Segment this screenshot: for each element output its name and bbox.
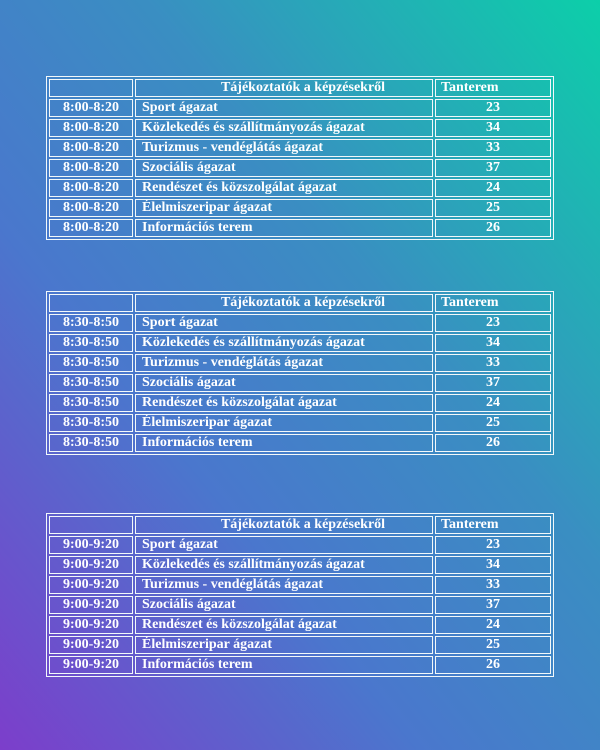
empty-header-cell xyxy=(49,294,133,312)
header-row xyxy=(49,516,551,534)
room-cell: 23 xyxy=(435,99,551,117)
time-cell: 9:00-9:20 xyxy=(49,636,133,654)
room-cell: 25 xyxy=(435,636,551,654)
category-cell: Rendészet és közszolgálat ágazat xyxy=(135,179,433,197)
table-row xyxy=(49,314,551,332)
time-cell: 9:00-9:20 xyxy=(49,656,133,674)
room-cell: 24 xyxy=(435,616,551,634)
time-cell: 8:30-8:50 xyxy=(49,334,133,352)
header-row xyxy=(49,294,551,312)
category-cell: Turizmus - vendéglátás ágazat xyxy=(135,576,433,594)
room-cell: 37 xyxy=(435,596,551,614)
room-cell: 34 xyxy=(435,334,551,352)
table-row xyxy=(49,374,551,392)
category-cell: Élelmiszeripar ágazat xyxy=(135,414,433,432)
time-cell: 8:00-8:20 xyxy=(49,139,133,157)
time-cell: 9:00-9:20 xyxy=(49,616,133,634)
table-row xyxy=(49,119,551,137)
room-column-header: Tanterem xyxy=(435,294,551,312)
room-cell: 25 xyxy=(435,199,551,217)
table-row xyxy=(49,596,551,614)
table-row xyxy=(49,556,551,574)
table-row xyxy=(49,576,551,594)
category-cell: Közlekedés és szállítmányozás ágazat xyxy=(135,556,433,574)
empty-header-cell xyxy=(49,516,133,534)
schedule-table-session-2 xyxy=(46,291,554,455)
room-cell: 37 xyxy=(435,159,551,177)
time-cell: 9:00-9:20 xyxy=(49,576,133,594)
room-cell: 23 xyxy=(435,314,551,332)
time-cell: 9:00-9:20 xyxy=(49,556,133,574)
category-cell: Szociális ágazat xyxy=(135,159,433,177)
table-row xyxy=(49,159,551,177)
category-cell: Rendészet és közszolgálat ágazat xyxy=(135,616,433,634)
category-cell: Szociális ágazat xyxy=(135,374,433,392)
schedule-table-session-1 xyxy=(46,76,554,240)
category-cell: Információs terem xyxy=(135,219,433,237)
category-cell: Információs terem xyxy=(135,434,433,452)
time-cell: 8:00-8:20 xyxy=(49,199,133,217)
room-cell: 26 xyxy=(435,434,551,452)
time-cell: 9:00-9:20 xyxy=(49,536,133,554)
table-row xyxy=(49,199,551,217)
table-row xyxy=(49,434,551,452)
header-row xyxy=(49,79,551,97)
room-cell: 23 xyxy=(435,536,551,554)
table-row xyxy=(49,179,551,197)
room-column-header: Tanterem xyxy=(435,79,551,97)
table-row xyxy=(49,656,551,674)
time-cell: 8:30-8:50 xyxy=(49,354,133,372)
time-cell: 8:30-8:50 xyxy=(49,314,133,332)
time-cell: 8:00-8:20 xyxy=(49,159,133,177)
time-cell: 8:00-8:20 xyxy=(49,119,133,137)
time-cell: 8:00-8:20 xyxy=(49,219,133,237)
room-cell: 34 xyxy=(435,556,551,574)
schedule-table-session-3 xyxy=(46,513,554,677)
category-cell: Rendészet és közszolgálat ágazat xyxy=(135,394,433,412)
time-cell: 8:30-8:50 xyxy=(49,414,133,432)
room-cell: 34 xyxy=(435,119,551,137)
category-cell: Élelmiszeripar ágazat xyxy=(135,636,433,654)
table-row xyxy=(49,354,551,372)
time-cell: 8:30-8:50 xyxy=(49,394,133,412)
category-cell: Élelmiszeripar ágazat xyxy=(135,199,433,217)
trainings-title-header: Tájékoztatók a képzésekről xyxy=(135,516,433,534)
room-cell: 26 xyxy=(435,656,551,674)
table-row xyxy=(49,636,551,654)
table-row xyxy=(49,139,551,157)
room-cell: 26 xyxy=(435,219,551,237)
room-cell: 25 xyxy=(435,414,551,432)
room-column-header: Tanterem xyxy=(435,516,551,534)
table-row xyxy=(49,334,551,352)
time-cell: 9:00-9:20 xyxy=(49,596,133,614)
category-cell: Szociális ágazat xyxy=(135,596,433,614)
table-row xyxy=(49,394,551,412)
trainings-title-header: Tájékoztatók a képzésekről xyxy=(135,79,433,97)
category-cell: Sport ágazat xyxy=(135,536,433,554)
time-cell: 8:30-8:50 xyxy=(49,374,133,392)
empty-header-cell xyxy=(49,79,133,97)
category-cell: Turizmus - vendéglátás ágazat xyxy=(135,354,433,372)
time-cell: 8:00-8:20 xyxy=(49,99,133,117)
room-cell: 24 xyxy=(435,394,551,412)
category-cell: Sport ágazat xyxy=(135,314,433,332)
room-cell: 24 xyxy=(435,179,551,197)
table-row xyxy=(49,616,551,634)
category-cell: Sport ágazat xyxy=(135,99,433,117)
category-cell: Közlekedés és szállítmányozás ágazat xyxy=(135,119,433,137)
time-cell: 8:00-8:20 xyxy=(49,179,133,197)
room-cell: 33 xyxy=(435,139,551,157)
category-cell: Információs terem xyxy=(135,656,433,674)
category-cell: Turizmus - vendéglátás ágazat xyxy=(135,139,433,157)
time-cell: 8:30-8:50 xyxy=(49,434,133,452)
room-cell: 33 xyxy=(435,576,551,594)
table-row xyxy=(49,219,551,237)
room-cell: 33 xyxy=(435,354,551,372)
trainings-title-header: Tájékoztatók a képzésekről xyxy=(135,294,433,312)
table-row xyxy=(49,414,551,432)
category-cell: Közlekedés és szállítmányozás ágazat xyxy=(135,334,433,352)
table-row xyxy=(49,536,551,554)
table-row xyxy=(49,99,551,117)
room-cell: 37 xyxy=(435,374,551,392)
